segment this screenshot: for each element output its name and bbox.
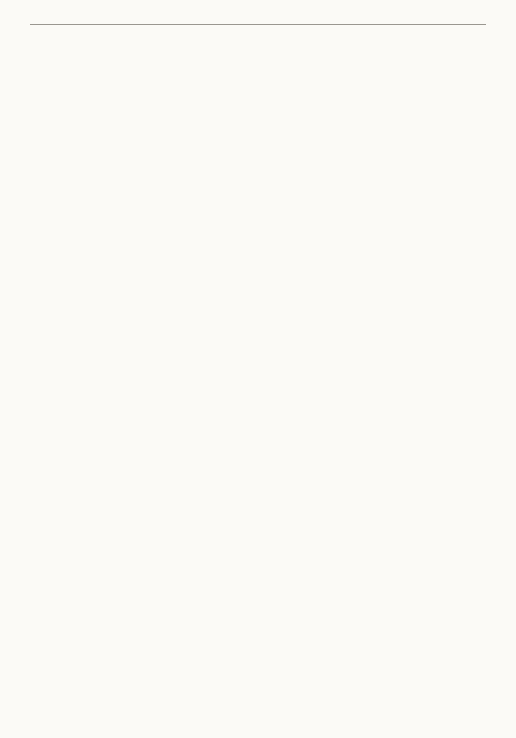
header-divider: [30, 24, 486, 25]
